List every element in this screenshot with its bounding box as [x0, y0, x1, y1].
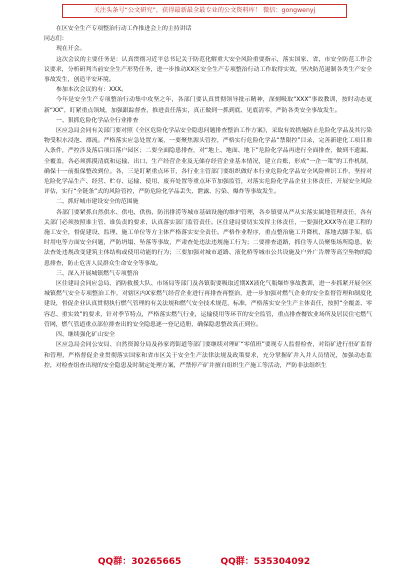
document-title: 在区安全生产专项整治行动工作推进会上的主持讲话 [56, 26, 192, 32]
greeting: 同志们： [44, 36, 68, 43]
paragraph: 这次会议的主要任务是：认真贯彻习近平总书记关于防范化解重大安全风险重要指示，落实国家、省、市安全防范工作会议要求，分析研判当前安全生产形势任务，进一步推动XX区安全生产专项整治行动工作取得实效，坚决防范遏制各类生产安全事故发生，创造平安环境。 [44, 56, 372, 84]
section-heading-2: 二、抓好城市建设安全的范围施 [56, 199, 139, 206]
paragraph: 参加本次会议的有：XXX。 [56, 87, 128, 94]
opening-line: 现在开会。 [56, 46, 86, 53]
section-heading-1: 一、狠抓危险化学品全行业排查 [56, 117, 139, 124]
paragraph: 今年是安全生产专项整治行动集中攻坚之年，各部门要认真贯彻领导批示精神，深刻吸取“XXX”事故教训，按时动态更新“XX”，盯紧重点领域，加强跟踪督查，推进责任落实，真正做到一抓到底、见底清零，严防各类安全事故发生。 [44, 97, 372, 114]
section-heading-3: 三、深入开展城镇燃气专项整治 [56, 270, 139, 277]
qq-group-2: QQ群：535304092 [220, 557, 311, 567]
document-body [44, 24, 372, 371]
section-body-1: 区应急局会同有关部门要对照《全区危险化学品安全隐患问题排查整治工作方案》，采取有效措施防止危险化学品及其污染物受积水浸泡、漂流。严格落实应急处置方案，一要聚焦源头管控，严格实行危险化学品“禁限控”目录，完善新建化工项目准入条件，严控涉及落后项目落户园区；二要全面隐患排查，对“地上、地面、地下”危险化学品再进行全面排查，做到不遗漏、全覆盖，各必须抓摸清底和运输、出口、生产经营企业及无储存经营企业基本情况，建立台账，形成“一企一策”的工作机制，确保十一前报保整改到位。各，三是盯紧重点环节，各行业主管部门要组织做好本行业危险化学品安全风险辨识工作，坚持对危险化学品生产、经营、贮存、运输、使用、废弃处置等重点环节加强监管，对落实危险化学品企业主体责任，开展安全风险评估，实行“全链条”式的风险管控，严防危险化学品丢失、泄露、污染、爆炸等事故发生。 [44, 128, 372, 196]
footer-contact [0, 556, 408, 568]
section-body-2: 各部门要紧抓自然供水、供电、供热、防汛排涝等城市基础设施的维护管理，各乡镇要从严从实落实属地管理责任，各有关部门必须按照谁主管、谁负责的要求，认真落实部门监管责任。区住建局要切实发挥主体责任，一要强化XXX等在建工程的施工安全，督促建设、监理、施工单位等方主体严格落实安全责任。严格作业程序，重点整治施工升降机、落地式脚手架、临时用电等方面安全问题，严防坍塌、坠落等事故，严肃查处违法违规施工行为；二要排查道路，抓住等人员聚集场所隐患，依法查处违规改变建筑主体结构或使用功能的行为；三要加强对城市道路、液化桥等城市公共设施及户外广告牌等高空坠物的隐患排查，防止危害人民群众生命安全等事故。 [44, 209, 372, 267]
header-banner: 关注头条号“公文研究”，获得最新最全最专业的公文资料库！ 微信：gongwenyj [62, 4, 347, 18]
section-heading-4: 四、继续强化矿山安全 [56, 332, 115, 339]
section-body-4: 区应急局会同公安局、自然资源分局及孙家湾街道等部门要继续对理矿“零值班”要现专人监督检查，对铅矿进行驻矿监督和管理，严格督促企业贯彻落实国家和省市区关于安全生产法律法规及政策要求，充分掌握矿井入井人员情况，加强动态监控，对检查组查出现的安全隐患及时制定处理方案，严禁停产矿井擅自组织生产施工等活动，严防非法组织生 [44, 342, 372, 369]
section-body-3: 区住建局会同应急局、消防救援大队、市场局等部门及各镇街要吸取近期XX液化气瓶爆炸事故教训，进一步抓紧开展全区城镇燃气安全专项整治工作，对辖区内X家燃气经营企业进行再排查再整治，进一步加强对燃气企业的安全监督管理和制度化建设，督促企业认真贯彻执行燃气管理的有关法规和燃气安全技术规范，标准，严格落实安全生产主体责任，按照“全覆盖、零容忍、重实效”的要求，针对季节特点，严格落实燃气行业，运输使用等环节的安全监管，重点排查餐饮业场所及居民住宅燃气管网，燃气管道重点部位排查出的安全隐患逐一登记造册，确保隐患整改真正到位。 [44, 281, 372, 328]
qq-group-1: QQ群：30265665 [97, 557, 182, 567]
